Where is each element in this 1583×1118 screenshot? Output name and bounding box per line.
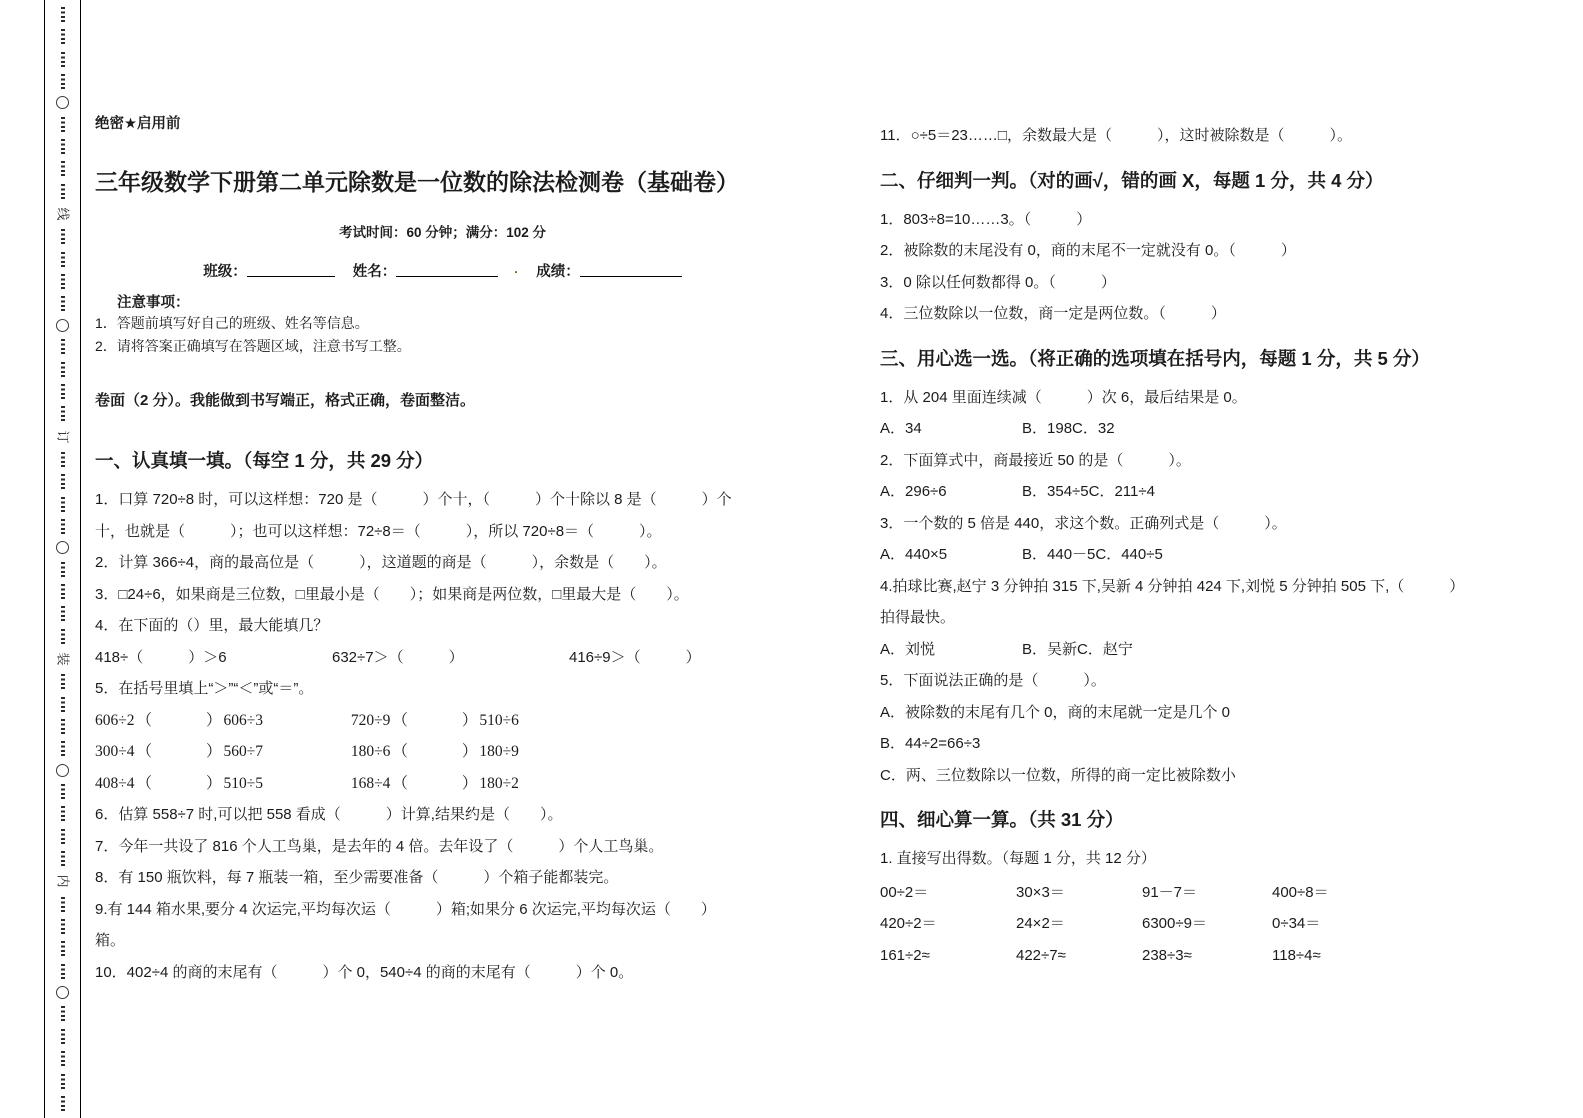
secret-label: 绝密★启用前 [95, 116, 181, 132]
open-paren: （ [136, 774, 153, 792]
section-4-title: 四、细心算一算。（共 31 分） [880, 809, 1124, 830]
binding-strip [44, 0, 81, 1118]
binding-mark [61, 296, 65, 311]
note-line: 1．答题前填写好自己的班级、姓名等信息。 [95, 315, 369, 331]
binding-mark [61, 117, 65, 132]
section-4-body [880, 843, 1583, 971]
binding-mark [61, 562, 65, 577]
binding-mark [61, 29, 65, 44]
binding-mark [61, 519, 65, 534]
close-paren: ） [206, 711, 222, 729]
binding-mark [61, 7, 65, 22]
binding-mark [61, 897, 65, 912]
score-blank[interactable] [580, 263, 682, 277]
question-3: 3．□24÷6，如果商是三位数，□里最小是（ ）；如果商是两位数，□里最大是（ ）。 [95, 585, 689, 603]
expression-right: 606÷3 [223, 711, 264, 729]
binding-mark [61, 741, 65, 756]
comparison-pair [95, 736, 347, 768]
binding-mark [61, 474, 65, 489]
close-paren: ） [206, 743, 222, 760]
option[interactable]: C．211÷4 [1088, 483, 1155, 500]
choice-question-4-line-1: 4.拍球比赛,赵宁 3 分钟拍 315 下,吴新 4 分钟拍 424 下,刘悦 5 分钟拍 505 下,（ ） [880, 577, 1465, 595]
calc-item: 238÷3≈ [1142, 946, 1192, 964]
expression-left: 180÷6 [350, 743, 391, 760]
open-paren: （ [392, 774, 408, 792]
close-paren: ） [206, 774, 222, 792]
binding-mark [61, 584, 65, 599]
option[interactable]: A．440×5 [880, 546, 948, 563]
expression-right: 560÷7 [223, 743, 264, 760]
option[interactable]: B．吴新 [1022, 640, 1078, 658]
comparison-row [95, 705, 790, 737]
comparison-row [95, 736, 790, 768]
binding-mark [61, 161, 65, 176]
binding-mark [61, 139, 65, 154]
option[interactable]: A．34 [880, 420, 922, 437]
option[interactable]: C．32 [1072, 420, 1115, 437]
question-11: 11．○÷5＝23……□，余数最大是（ ），这时被除数是（ ）。 [880, 127, 1352, 144]
option[interactable]: B．354÷5 [1022, 483, 1089, 500]
binding-mark-char: 订 [55, 430, 71, 444]
binding-mark [61, 497, 65, 512]
calc-item: 422÷7≈ [1016, 946, 1066, 964]
question-7: 7．今年一共设了 816 个人工鸟巢，是去年的 4 倍。去年设了（ ）个人工鸟巢。 [95, 837, 664, 855]
expression: 418÷（ ）＞6 [95, 648, 227, 666]
section-2-body [880, 204, 1583, 330]
binding-mark [61, 1051, 65, 1066]
judge-item: 4．三位数除以一位数，商一定是两位数。（ ） [880, 305, 1226, 322]
choice-question-2: 2．下面算式中，商最接近 50 的是（ ）。 [880, 451, 1191, 469]
choice-options-4 [880, 634, 1583, 666]
comparison-pair [351, 768, 603, 800]
binding-mark [56, 96, 69, 109]
close-paren: ） [461, 743, 478, 760]
binding-mark [61, 1006, 65, 1021]
expression-left: 300÷4 [95, 743, 135, 760]
question-9-line-1: 9.有 144 箱水果,要分 4 次运完,平均每次运（ ）箱;如果分 6 次运完,平均每次运（ ） [95, 900, 716, 918]
option-line[interactable]: B．44÷2=66÷3 [880, 735, 981, 752]
calc-item: 6300÷9＝ [1142, 915, 1207, 932]
expression-right: 510÷6 [479, 711, 519, 729]
calc-item: 400÷8＝ [1272, 883, 1329, 901]
calc-item: 420÷2＝ [880, 915, 937, 932]
question-4-expressions [95, 642, 790, 674]
expression-left: 408÷4 [95, 774, 135, 792]
expression: 416÷9＞（ ） [569, 648, 701, 666]
question-9-line-2: 箱。 [95, 932, 126, 949]
paper-title: 三年级数学下册第二单元除数是一位数的除法检测卷（基础卷） [95, 169, 739, 195]
comparison-pair [351, 736, 603, 768]
choice-options-2 [880, 476, 1583, 508]
section-3-title: 三、用心选一选。（将正确的选项填在括号内，每题 1 分，共 5 分） [880, 347, 1430, 369]
judge-item: 1．803÷8=10……3。（ ） [880, 210, 1092, 228]
calc-item: 00÷2＝ [880, 883, 929, 901]
binding-mark [61, 406, 65, 421]
expression-left: 606÷2 [95, 711, 135, 729]
binding-mark [61, 1029, 65, 1044]
name-label: 姓名： [352, 264, 397, 280]
binding-mark [61, 784, 65, 799]
expression-right: 180÷9 [479, 743, 519, 760]
option[interactable]: A．刘悦 [880, 640, 936, 658]
binding-mark [56, 319, 69, 332]
binding-marks [45, 0, 80, 1118]
question-1-line-2: 十，也就是（ ）；也可以这样想：72÷8＝（ ），所以 720÷8＝（ ）。 [95, 522, 662, 540]
binding-mark [61, 697, 65, 712]
binding-mark [56, 541, 69, 554]
choice-options-3 [880, 539, 1583, 571]
expression-right: 180÷2 [479, 774, 519, 792]
choice-options-1 [880, 413, 1583, 445]
binding-mark [61, 719, 65, 734]
question-2: 2．计算 366÷4，商的最高位是（ ），这道题的商是（ ），余数是（ ）。 [95, 554, 667, 571]
section-1-title: 一、认真填一填。（每空 1 分，共 29 分） [95, 450, 434, 471]
class-blank[interactable] [247, 263, 335, 277]
section-2-title: 二、仔细判一判。（对的画√，错的画 X，每题 1 分，共 4 分） [880, 169, 1384, 191]
question-4: 4．在下面的（）里，最大能填几？ [95, 617, 329, 634]
binding-mark [61, 362, 65, 377]
binding-mark [55, 873, 71, 889]
calc-item: 30×3＝ [1016, 883, 1065, 901]
comparison-pair [95, 768, 347, 800]
option[interactable]: C．赵宁 [1077, 640, 1133, 658]
option-line[interactable]: A．被除数的末尾有几个 0，商的末尾就一定是几个 0 [880, 703, 1231, 721]
open-paren: （ [392, 711, 408, 729]
judge-item: 3．0 除以任何数都得 0。（ ） [880, 273, 1116, 291]
close-paren: ） [461, 711, 478, 729]
question-8: 8．有 150 瓶饮料，每 7 瓶装一箱，至少需要准备（ ）个箱子能都装完。 [95, 869, 619, 886]
binding-mark [55, 429, 71, 445]
binding-mark [61, 184, 65, 199]
binding-mark [61, 452, 65, 467]
choice-question-3: 3．一个数的 5 倍是 440，求这个数。正确列式是（ ）。 [880, 514, 1287, 532]
binding-mark [61, 674, 65, 689]
comparison-row [95, 768, 790, 800]
calc-subtitle: 1. 直接写出得数。（每题 1 分，共 12 分） [880, 850, 1156, 867]
binding-mark [61, 919, 65, 934]
section-3-body [880, 382, 1583, 792]
choice-question-5: 5．下面说法正确的是（ ）。 [880, 672, 1106, 689]
binding-mark [61, 384, 65, 399]
calc-item: 161÷2≈ [880, 946, 930, 964]
option[interactable]: B．198 [1022, 420, 1073, 437]
binding-mark [61, 806, 65, 821]
binding-mark [55, 206, 71, 222]
note-line: 2．请将答案正确填写在答题区域，注意书写工整。 [95, 338, 411, 354]
binding-mark-char: 内 [55, 874, 71, 888]
student-info-row [95, 260, 790, 281]
name-blank[interactable] [396, 263, 498, 277]
binding-mark [61, 851, 65, 866]
right-column [880, 0, 1583, 971]
comparison-pair [351, 705, 603, 737]
binding-mark-char: 装 [55, 652, 71, 666]
choice-options-5 [880, 697, 1583, 792]
binding-mark [55, 651, 71, 667]
notes-title: 注意事项： [117, 295, 190, 311]
expression: 632÷7＞（ ） [332, 648, 464, 666]
calc-item: 91－7＝ [1142, 883, 1198, 901]
choice-question-1: 1．从 204 里面连续减（ ）次 6，最后结果是 0。 [880, 388, 1247, 406]
expression-right: 510÷5 [223, 774, 264, 792]
option[interactable]: A．296÷6 [880, 483, 947, 500]
calc-item: 118÷4≈ [1272, 946, 1321, 964]
open-paren: （ [136, 711, 153, 729]
judge-item: 2．被除数的末尾没有 0，商的末尾不一定就没有 0。（ ） [880, 242, 1296, 259]
paper-quality-note: 卷面（2 分）。我能做到书写端正，格式正确，卷面整洁。 [95, 392, 476, 409]
binding-mark [61, 964, 65, 979]
calc-grid [880, 877, 1583, 972]
binding-mark [61, 606, 65, 621]
open-paren: （ [392, 743, 408, 760]
calc-item: 0÷34＝ [1272, 915, 1321, 932]
question-10: 10．402÷4 的商的末尾有（ ）个 0，540÷4 的商的末尾有（ ）个 0。 [95, 963, 634, 981]
calc-item: 24×2＝ [1016, 915, 1065, 932]
exam-info: 考试时间：60 分钟；满分：102 分 [338, 225, 547, 240]
binding-mark-char: 线 [55, 207, 71, 221]
binding-mark [61, 52, 65, 67]
binding-mark [61, 1096, 65, 1111]
binding-mark [61, 941, 65, 956]
binding-mark [61, 1074, 65, 1089]
comparison-pair [95, 705, 347, 737]
class-label: 班级： [203, 264, 247, 280]
question-5: 5．在括号里填上“＞”“＜”或“＝”。 [95, 680, 314, 697]
binding-mark [61, 252, 65, 267]
notes-list [95, 312, 790, 358]
option[interactable]: C．440÷5 [1095, 546, 1163, 563]
open-paren: （ [136, 743, 153, 760]
binding-mark [61, 829, 65, 844]
binding-mark [56, 764, 69, 777]
binding-mark [61, 229, 65, 244]
option[interactable]: B．440－5 [1022, 546, 1096, 563]
binding-mark [56, 986, 69, 999]
binding-mark [61, 629, 65, 644]
close-paren: ） [461, 774, 478, 792]
option-line[interactable]: C．两、三位数除以一位数，所得的商一定比被除数小 [880, 766, 1236, 784]
left-column [95, 0, 790, 988]
score-label: 成绩： [536, 264, 580, 280]
choice-question-4-line-2: 拍得最快。 [880, 609, 956, 626]
question-1-line-1: 1．口算 720÷8 时，可以这样想：720 是（ ）个十，（ ）个十除以 8 是（ ）个 [95, 491, 732, 508]
section-1-body [95, 484, 790, 988]
dot-mark: · [514, 265, 519, 279]
comparison-rows [95, 705, 790, 800]
binding-mark [61, 74, 65, 89]
question-6: 6．估算 558÷7 时,可以把 558 看成（ ）计算,结果约是（ ）。 [95, 806, 563, 823]
expression-left: 168÷4 [350, 774, 391, 792]
expression-left: 720÷9 [350, 711, 391, 729]
binding-mark [61, 339, 65, 354]
binding-mark [61, 274, 65, 289]
